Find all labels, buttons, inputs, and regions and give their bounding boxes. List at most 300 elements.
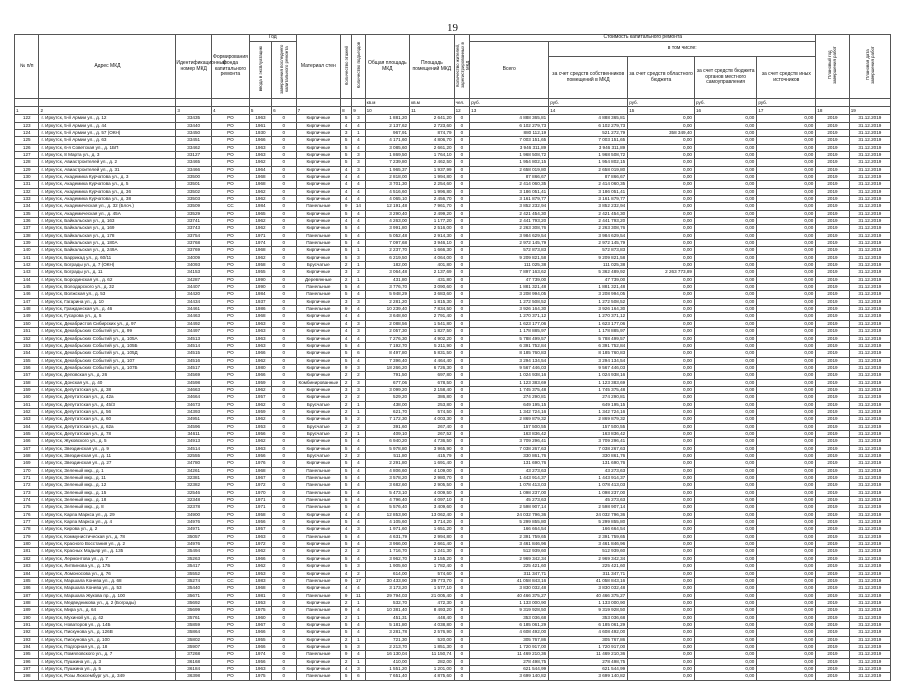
floors-cell: 5 (341, 445, 352, 452)
cost-other-cell: 0,00 (757, 137, 816, 144)
row-number-cell: 197 (15, 665, 39, 672)
entrances-cell: 3 (352, 563, 365, 570)
year-build-cell: 1960 (249, 614, 271, 621)
fund-cell: РО (212, 607, 250, 614)
table-row (15, 665, 891, 672)
cost-municipal-cell: 0,00 (694, 555, 756, 562)
floors-cell: 5 (341, 563, 352, 570)
fund-cell: РО (212, 651, 250, 658)
floors-cell: 4 (341, 173, 352, 180)
residents-cell: 0 (454, 416, 470, 423)
row-number-cell: 149 (15, 313, 39, 320)
col-entrances-header: Количество подъездов (352, 35, 365, 99)
material-cell: Кирпичные (296, 144, 341, 151)
material-cell: Панельные (296, 651, 341, 658)
cost-municipal-cell: 0,00 (694, 636, 756, 643)
column-number-cell: 14 (549, 107, 628, 115)
table-row (15, 504, 891, 511)
floors-cell: 4 (341, 320, 352, 327)
fund-cell: РО (212, 166, 250, 173)
cost-other-cell: 0,00 (757, 129, 816, 136)
cost-other-cell: 0,00 (757, 548, 816, 555)
cost-regional-cell: 0,00 (628, 240, 695, 247)
area-total-cell: 4 516,60 (365, 188, 410, 195)
row-number-cell: 124 (15, 129, 39, 136)
year-build-cell: 1990 (249, 284, 271, 291)
address-cell: г. Иркутск, 5-й Армии ул., д. 57 (ОКН) (39, 129, 176, 136)
year-last-repair-cell: 0 (272, 151, 296, 158)
year-build-cell: 1984 (249, 203, 271, 210)
floors-cell: 5 (341, 533, 352, 540)
plan-year-cell: 2019 (816, 379, 849, 386)
mkd-id-cell: 34407 (176, 284, 212, 291)
area-living-cell: 1 541,80 (410, 320, 455, 327)
cost-municipal-cell: 0,00 (694, 137, 756, 144)
address-cell: г. Иркутск, Гражданская ул., д. 46 (39, 306, 176, 313)
row-number-cell: 140 (15, 247, 39, 254)
cost-regional-cell: 0,00 (628, 350, 695, 357)
residents-cell: 0 (454, 115, 470, 122)
cost-total-cell: 3 984 629,54 (470, 232, 549, 239)
area-total-cell: 12 191,48 (365, 203, 410, 210)
cost-regional-cell: 0,00 (628, 144, 695, 151)
floors-cell: 4 (341, 181, 352, 188)
address-cell: г. Иркутск, Декабрьских Событий ул., д. 99 (39, 328, 176, 335)
plan-year-cell: 2019 (816, 504, 849, 511)
cost-total-cell: 3 852 232,94 (470, 203, 549, 210)
cost-municipal-cell: 0,00 (694, 475, 756, 482)
material-cell: Панельные (296, 497, 341, 504)
table-row (15, 276, 891, 283)
plan-year-cell: 2019 (816, 276, 849, 283)
material-cell: Кирпичные (296, 320, 341, 327)
area-living-cell: 4 806,70 (410, 137, 455, 144)
cost-owners-cell: 8 185 760,83 (549, 350, 628, 357)
entrances-cell: 4 (352, 342, 365, 349)
area-living-cell: 431,80 (410, 276, 455, 283)
fund-cell: РО (212, 401, 250, 408)
column-number-cell: 5 (249, 107, 271, 115)
mkd-id-cell: 34261 (176, 467, 212, 474)
address-cell: г. Иркутск, Депутатская ул., д. 38 (39, 386, 176, 393)
cost-regional-cell: 0,00 (628, 467, 695, 474)
year-build-cell: 1990 (249, 276, 271, 283)
mkd-id-cell: 34513 (176, 335, 212, 342)
mkd-id-cell: 32382 (176, 482, 212, 489)
fund-cell: РО (212, 240, 250, 247)
plan-date-cell: 31.12.2019 (849, 497, 890, 504)
floors-cell: 3 (341, 298, 352, 305)
plan-date-cell: 31.12.2019 (849, 475, 890, 482)
table-row (15, 137, 891, 144)
col-total-header: Всего (470, 41, 549, 99)
plan-date-cell: 31.12.2019 (849, 651, 890, 658)
plan-year-cell: 2019 (816, 386, 849, 393)
residents-cell: 0 (454, 504, 470, 511)
plan-date-cell: 31.12.2019 (849, 240, 890, 247)
cost-other-cell: 0,00 (757, 665, 816, 672)
cost-other-cell: 0,00 (757, 254, 816, 261)
entrances-cell: 2 (352, 570, 365, 577)
plan-date-cell: 31.12.2019 (849, 445, 890, 452)
area-living-cell: 697,80 (410, 372, 455, 379)
address-cell: г. Иркутск, Маршала Конева ул., д. 68 (39, 577, 176, 584)
plan-date-cell: 31.12.2019 (849, 306, 890, 313)
plan-date-cell: 31.12.2019 (849, 563, 890, 570)
cost-other-cell: 0,00 (757, 460, 816, 467)
fund-cell: РО (212, 122, 250, 129)
cost-other-cell: 0,00 (757, 357, 816, 364)
cost-regional-cell: 0,00 (628, 416, 695, 423)
unit-cell: руб. (549, 99, 628, 107)
col-cost-group-header: Стоимость капитального ремонта (470, 35, 816, 42)
plan-year-cell: 2019 (816, 115, 849, 122)
cost-other-cell: 0,00 (757, 151, 816, 158)
entrances-cell: 3 (352, 526, 365, 533)
cost-total-cell: 2 969 342,34 (470, 555, 549, 562)
plan-year-cell: 2019 (816, 570, 849, 577)
table-row (15, 262, 891, 269)
cost-regional-cell: 0,00 (628, 247, 695, 254)
mkd-id-cell: 35864 (176, 629, 212, 636)
cost-municipal-cell: 0,00 (694, 357, 756, 364)
material-cell: Кирпичные (296, 247, 341, 254)
area-total-cell: 4 263,00 (365, 218, 410, 225)
residents-cell: 0 (454, 284, 470, 291)
column-number-cell: 6 (272, 107, 296, 115)
plan-date-cell: 31.12.2019 (849, 276, 890, 283)
year-last-repair-cell: 0 (272, 379, 296, 386)
year-last-repair-cell: 0 (272, 394, 296, 401)
address-cell: г. Иркутск, 5-й Армии ул., д. 44 (39, 122, 176, 129)
residents-cell: 0 (454, 298, 470, 305)
table-row (15, 592, 891, 599)
plan-year-cell: 2019 (816, 541, 849, 548)
row-number-cell: 196 (15, 658, 39, 665)
year-build-cell: 1930 (249, 129, 271, 136)
address-cell: г. Иркутск, Карла Маркса ул., д. 4 (39, 519, 176, 526)
cost-municipal-cell: 0,00 (694, 533, 756, 540)
cost-other-cell: 0,00 (757, 394, 816, 401)
cost-owners-cell: 572 873,83 (549, 247, 628, 254)
entrances-cell: 3 (352, 364, 365, 371)
col-material-header: Материал стен (296, 35, 341, 99)
plan-date-cell: 31.12.2019 (849, 144, 890, 151)
cost-owners-cell: 3 461 846,96 (549, 541, 628, 548)
cost-regional-cell: 0,00 (628, 276, 695, 283)
col-n-header: № п/п (15, 35, 39, 99)
mkd-id-cell: 33466 (176, 166, 212, 173)
plan-year-cell: 2019 (816, 394, 849, 401)
cost-municipal-cell: 0,00 (694, 181, 756, 188)
year-last-repair-cell: 0 (272, 122, 296, 129)
floors-cell: 5 (341, 240, 352, 247)
plan-year-cell: 2019 (816, 173, 849, 180)
row-number-cell: 130 (15, 173, 39, 180)
floors-cell: 3 (341, 269, 352, 276)
cost-total-cell: 7 897 163,62 (470, 269, 549, 276)
year-last-repair-cell: 0 (272, 372, 296, 379)
material-cell: Кирпичные (296, 218, 341, 225)
residents-cell: 0 (454, 621, 470, 628)
cost-other-cell: 0,00 (757, 614, 816, 621)
year-build-cell: 1981 (249, 592, 271, 599)
entrances-cell: 4 (352, 137, 365, 144)
table-row (15, 541, 891, 548)
table-row (15, 430, 891, 437)
cost-other-cell: 0,00 (757, 621, 816, 628)
row-number-cell: 141 (15, 254, 39, 261)
cost-municipal-cell: 0,00 (694, 129, 756, 136)
unit-cell: руб. (628, 99, 695, 107)
cost-owners-cell: 649 195,15 (549, 401, 628, 408)
plan-year-cell: 2019 (816, 254, 849, 261)
table-row (15, 636, 891, 643)
year-last-repair-cell: 0 (272, 210, 296, 217)
cost-municipal-cell: 0,00 (694, 614, 756, 621)
cost-owners-cell: 1 443 914,37 (549, 475, 628, 482)
year-build-cell: 1962 (249, 195, 271, 202)
cost-owners-cell: 2 414 060,35 (549, 181, 628, 188)
plan-year-cell: 2019 (816, 284, 849, 291)
address-cell: г. Иркутск, Маршала Конева ул., д. 53 (39, 585, 176, 592)
cost-owners-cell: 43 273,63 (549, 467, 628, 474)
cost-other-cell: 0,00 (757, 262, 816, 269)
address-cell: г. Иркутск, 5-й Армии ул., д. 12 (39, 115, 176, 122)
year-build-cell: 1956 (249, 519, 271, 526)
mkd-id-cell: 35859 (176, 621, 212, 628)
floors-cell: 5 (341, 475, 352, 482)
fund-cell: РО (212, 673, 250, 680)
cost-regional-cell: 0,00 (628, 225, 695, 232)
plan-year-cell: 2019 (816, 577, 849, 584)
area-living-cell: 3 683,60 (410, 291, 455, 298)
year-last-repair-cell: 0 (272, 350, 296, 357)
plan-date-cell: 31.12.2019 (849, 298, 890, 305)
row-number-cell: 193 (15, 636, 39, 643)
plan-year-cell: 2019 (816, 240, 849, 247)
area-living-cell: 2 499,20 (410, 210, 455, 217)
row-number-cell: 177 (15, 519, 39, 526)
cost-total-cell: 1 123 383,69 (470, 379, 549, 386)
floors-cell: 5 (341, 291, 352, 298)
year-last-repair-cell: 0 (272, 129, 296, 136)
plan-year-cell: 2019 (816, 320, 849, 327)
address-cell: г. Иркутск, Маршала Жукова пр., д. 100 (39, 592, 176, 599)
year-last-repair-cell: 0 (272, 599, 296, 606)
year-last-repair-cell: 0 (272, 621, 296, 628)
cost-municipal-cell: 0,00 (694, 232, 756, 239)
plan-date-cell: 31.12.2019 (849, 629, 890, 636)
fund-cell: РО (212, 144, 250, 151)
cost-other-cell: 0,00 (757, 643, 816, 650)
mkd-id-cell: 34663 (176, 386, 212, 393)
plan-date-cell: 31.12.2019 (849, 122, 890, 129)
material-cell: Кирпичные (296, 335, 341, 342)
material-cell: Кирпичные (296, 129, 341, 136)
area-living-cell: 874,79 (410, 129, 455, 136)
address-cell: г. Иркутск, Жуковского ул., д. 5 (39, 438, 176, 445)
address-cell: г. Иркутск, Байкальская ул., д. 249А (39, 247, 176, 254)
mkd-id-cell: 33462 (176, 144, 212, 151)
mkd-id-cell: 34009 (176, 254, 212, 261)
table-row (15, 489, 891, 496)
area-total-cell: 2 818,00 (365, 173, 410, 180)
area-living-cell: 3 965,90 (410, 445, 455, 452)
fund-cell: РО (212, 643, 250, 650)
mkd-id-cell: 34913 (176, 438, 212, 445)
year-last-repair-cell: 0 (272, 240, 296, 247)
mkd-id-cell: 34664 (176, 394, 212, 401)
cost-municipal-cell: 0,00 (694, 416, 756, 423)
mkd-id-cell: 35802 (176, 636, 212, 643)
year-last-repair-cell: 0 (272, 159, 296, 166)
floors-cell: 5 (341, 416, 352, 423)
cost-total-cell: 353 036,68 (470, 614, 549, 621)
table-row (15, 364, 891, 371)
cost-owners-cell: 1 954 802,15 (549, 159, 628, 166)
cost-other-cell: 0,00 (757, 430, 816, 437)
row-number-cell: 155 (15, 357, 39, 364)
material-cell: Брусчатые (296, 423, 341, 430)
cost-total-cell: 621 544,99 (470, 665, 549, 672)
fund-cell: РО (212, 181, 250, 188)
area-living-cell: 401,80 (410, 262, 455, 269)
floors-cell: 5 (341, 643, 352, 650)
plan-date-cell: 31.12.2019 (849, 203, 890, 210)
year-build-cell: 1957 (249, 526, 271, 533)
cost-owners-cell: 3 161 879,77 (549, 195, 628, 202)
residents-cell: 0 (454, 651, 470, 658)
area-total-cell: 3 173,20 (365, 585, 410, 592)
cost-municipal-cell: 0,00 (694, 210, 756, 217)
address-cell: г. Иркутск, Декабрьских Событий ул., д. 105А (39, 335, 176, 342)
table-row (15, 115, 891, 122)
fund-cell: РО (212, 129, 250, 136)
residents-cell: 0 (454, 225, 470, 232)
cost-municipal-cell: 0,00 (694, 225, 756, 232)
fund-cell: РО (212, 636, 250, 643)
floors-cell: 5 (341, 247, 352, 254)
plan-year-cell: 2019 (816, 482, 849, 489)
entrances-cell: 1 (352, 247, 365, 254)
cost-regional-cell: 0,00 (628, 570, 695, 577)
plan-year-cell: 2019 (816, 548, 849, 555)
year-last-repair-cell: 0 (272, 137, 296, 144)
col-deadline-header: Плановая дата завершения работ (849, 35, 890, 99)
mkd-id-cell: 35263 (176, 555, 212, 562)
column-number-cell: 16 (694, 107, 756, 115)
residents-cell: 0 (454, 262, 470, 269)
residents-cell: 0 (454, 129, 470, 136)
cost-other-cell: 0,00 (757, 438, 816, 445)
entrances-cell: 3 (352, 298, 365, 305)
cost-owners-cell: 47 739,00 (549, 276, 628, 283)
row-number-cell: 185 (15, 577, 39, 584)
column-number-cell: 15 (628, 107, 695, 115)
plan-date-cell: 31.12.2019 (849, 453, 890, 460)
area-total-cell: 7 192,70 (365, 342, 410, 349)
cost-owners-cell: 1 623 177,06 (549, 320, 628, 327)
area-total-cell: 2 213,70 (365, 643, 410, 650)
residents-cell: 0 (454, 181, 470, 188)
cost-regional-cell: 0,00 (628, 401, 695, 408)
cost-owners-cell: 3 186 051,41 (549, 188, 628, 195)
material-cell: Кирпичные (296, 364, 341, 371)
row-number-cell: 160 (15, 394, 39, 401)
col-residents-header: Количество жителей, зарегистрированных в МКД (454, 35, 470, 99)
material-cell: Кирпичные (296, 445, 341, 452)
cost-other-cell: 0,00 (757, 210, 816, 217)
fund-cell: РО (212, 232, 250, 239)
plan-year-cell: 2019 (816, 225, 849, 232)
row-number-cell: 173 (15, 489, 39, 496)
fund-cell: РО (212, 137, 250, 144)
plan-year-cell: 2019 (816, 408, 849, 415)
cost-municipal-cell: 0,00 (694, 151, 756, 158)
year-build-cell: 1962 (249, 416, 271, 423)
area-living-cell: 282,00 (410, 658, 455, 665)
area-total-cell: 529,20 (365, 394, 410, 401)
address-cell: г. Иркутск, Академика Курчатова ул., д. 36 (39, 188, 176, 195)
cost-total-cell: 2 972 145,79 (470, 240, 549, 247)
mkd-id-cell: 34569 (176, 372, 212, 379)
table-row (15, 548, 891, 555)
area-total-cell: 791,50 (365, 372, 410, 379)
plan-date-cell: 31.12.2019 (849, 673, 890, 680)
material-cell: Кирпичные (296, 643, 341, 650)
year-last-repair-cell: 0 (272, 665, 296, 672)
mkd-id-cell: 34673 (176, 401, 212, 408)
material-cell: Кирпичные (296, 386, 341, 393)
floors-cell: 9 (341, 592, 352, 599)
floors-cell: 4 (341, 665, 352, 672)
mkd-id-cell: 34153 (176, 269, 212, 276)
cost-total-cell: 43 273,63 (470, 467, 549, 474)
address-cell: г. Иркутск, 5-й Армии ул., д. 63 (39, 137, 176, 144)
table-row (15, 445, 891, 452)
cost-municipal-cell: 0,00 (694, 482, 756, 489)
cost-other-cell: 0,00 (757, 585, 816, 592)
area-living-cell: 386,80 (410, 394, 455, 401)
year-build-cell: 1967 (249, 621, 271, 628)
cost-regional-cell: 0,00 (628, 526, 695, 533)
year-build-cell: 1966 (249, 350, 271, 357)
cost-total-cell: 311 347,71 (470, 570, 549, 577)
cost-municipal-cell: 0,00 (694, 342, 756, 349)
cost-owners-cell: 3 926 164,30 (549, 306, 628, 313)
cost-regional-cell: 0,00 (628, 254, 695, 261)
material-cell: Кирпичные (296, 438, 341, 445)
plan-date-cell: 31.12.2019 (849, 188, 890, 195)
entrances-cell: 4 (352, 504, 365, 511)
plan-year-cell: 2019 (816, 181, 849, 188)
year-last-repair-cell: 0 (272, 438, 296, 445)
year-build-cell: 1963 (249, 335, 271, 342)
area-living-cell: 2 905,50 (410, 482, 455, 489)
address-cell: г. Иркутск, Помяловского ул., д. 7 (39, 651, 176, 658)
cost-regional-cell: 0,00 (628, 137, 695, 144)
fund-cell: СС (212, 577, 250, 584)
mkd-id-cell: 33465 (176, 159, 212, 166)
cost-municipal-cell: 0,00 (694, 460, 756, 467)
cost-other-cell: 0,00 (757, 166, 816, 173)
cost-regional-cell: 0,00 (628, 555, 695, 562)
plan-year-cell: 2019 (816, 489, 849, 496)
year-last-repair-cell: 0 (272, 577, 296, 584)
table-row (15, 453, 891, 460)
residents-cell: 0 (454, 614, 470, 621)
